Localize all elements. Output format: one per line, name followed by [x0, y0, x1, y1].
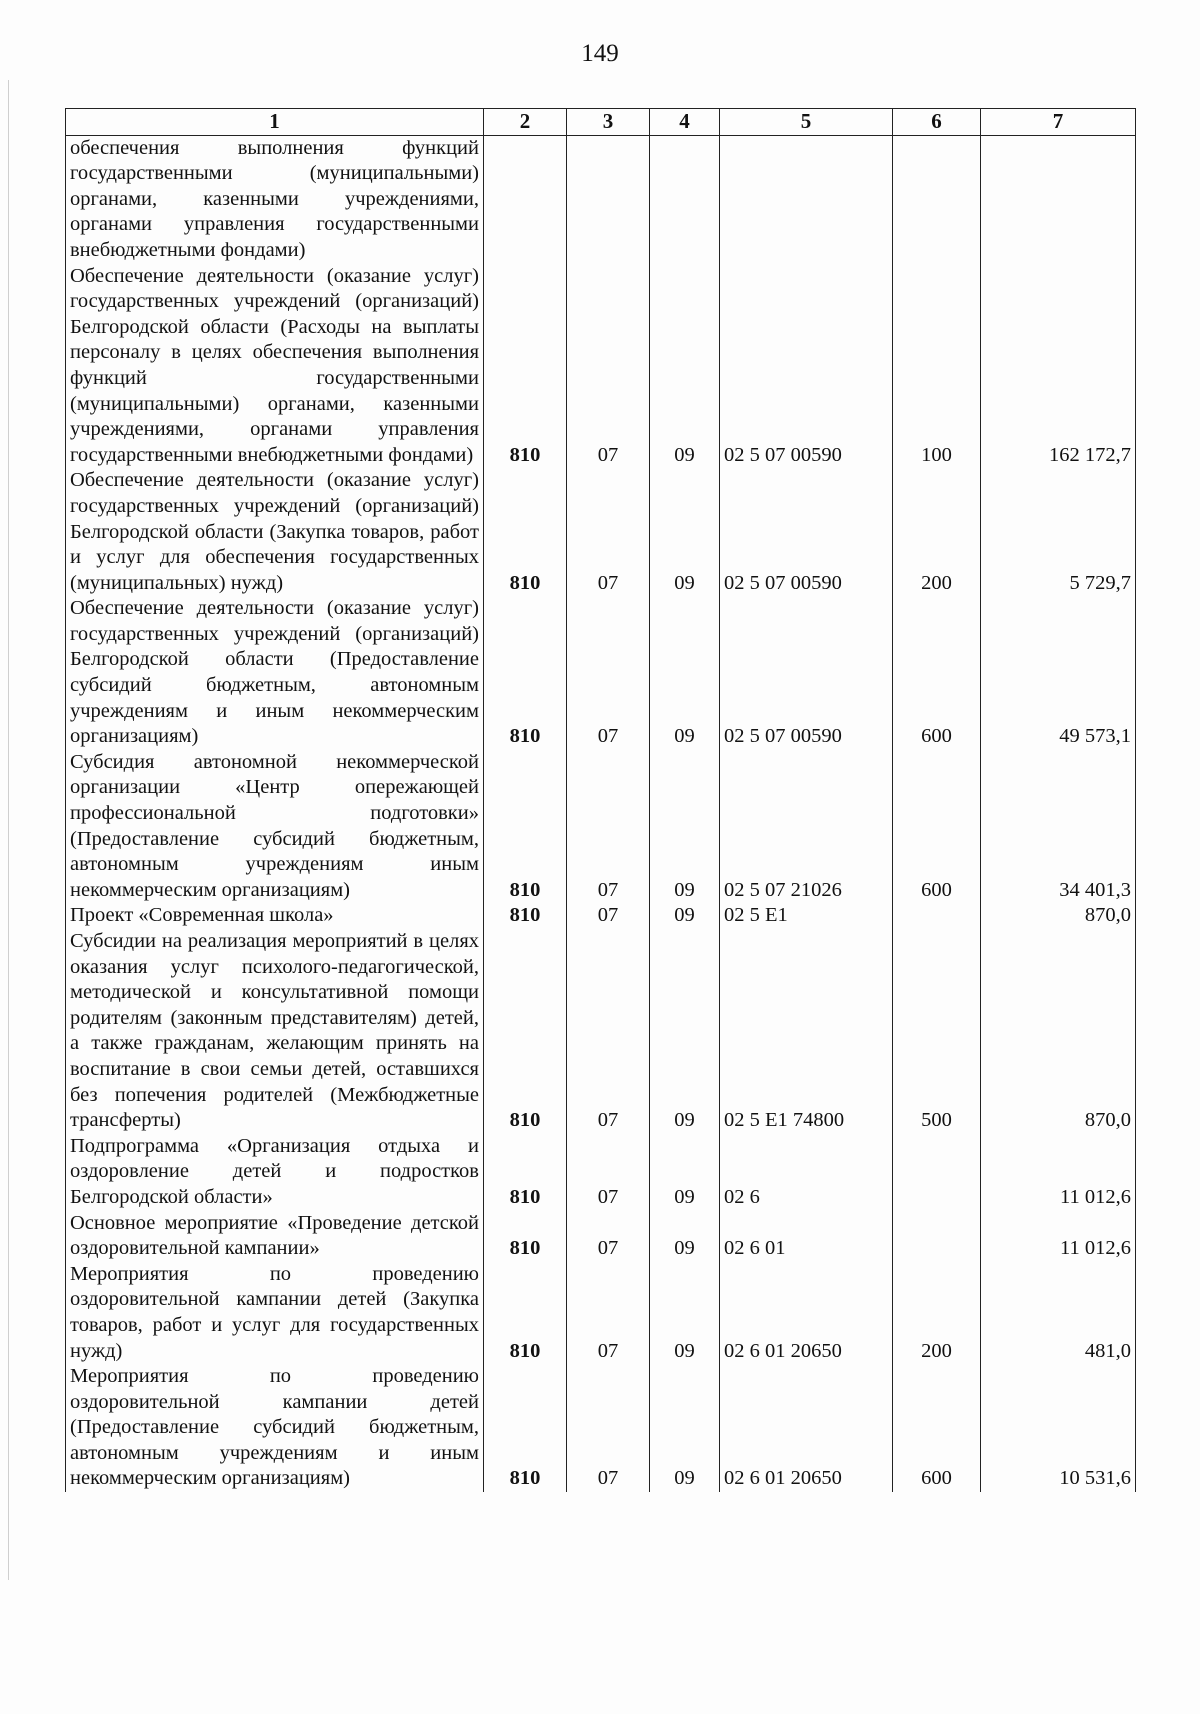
row-name-cell: Субсидии на реализация мероприятий в целях оказания услуг психолого-педагогической, методической и консультативной помощи родителям (законным представителям) детей, а также гражданам, желающим принять на воспитание в свои семьи детей, оставшихся без попечения родителей (Межбюджетные трансферты)	[66, 929, 484, 1134]
row-expense-type-cell	[893, 903, 981, 929]
row-section-cell: 07	[567, 1364, 650, 1492]
row-grbs-cell: 810	[484, 1262, 567, 1364]
column-header-7: 7	[981, 109, 1136, 136]
row-section-cell: 07	[567, 1134, 650, 1211]
table-row	[66, 903, 1136, 929]
row-grbs-cell: 810	[484, 468, 567, 596]
row-name-cell: Основное мероприятие «Проведение детской оздоровительной кампании»	[66, 1211, 484, 1262]
row-name-cell: Мероприятия по проведению оздоровительной кампании детей (Закупка товаров, работ и услуг для государственных нужд)	[66, 1262, 484, 1364]
row-amount-cell	[981, 135, 1136, 263]
row-grbs-cell: 810	[484, 929, 567, 1134]
row-amount-cell: 49 573,1	[981, 596, 1136, 750]
row-subsection-cell	[650, 135, 720, 263]
row-amount-cell: 870,0	[981, 903, 1136, 929]
row-subsection-cell: 09	[650, 903, 720, 929]
row-grbs-cell: 810	[484, 596, 567, 750]
row-grbs-cell: 810	[484, 264, 567, 469]
row-grbs-cell: 810	[484, 750, 567, 904]
row-amount-cell: 11 012,6	[981, 1211, 1136, 1262]
row-amount-cell: 5 729,7	[981, 468, 1136, 596]
row-subsection-cell: 09	[650, 596, 720, 750]
row-name-cell: обеспечения выполнения функций государственными (муниципальными) органами, казенными учреждениями, органами управления государственными внебюджетными фондами)	[66, 135, 484, 263]
row-section-cell: 07	[567, 264, 650, 469]
table-row	[66, 596, 1136, 750]
row-name-cell: Мероприятия по проведению оздоровительной кампании детей (Предоставление субсидий бюджетным, автономным учреждениям и иным некоммерческим организациям)	[66, 1364, 484, 1492]
table-header-row	[66, 109, 1136, 136]
row-expense-type-cell	[893, 1134, 981, 1211]
row-expense-type-cell	[893, 135, 981, 263]
row-target-article-cell: 02 5 07 00590	[720, 264, 893, 469]
scan-edge-line	[8, 80, 9, 1580]
row-target-article-cell: 02 6	[720, 1134, 893, 1211]
table-row	[66, 1262, 1136, 1364]
row-grbs-cell	[484, 135, 567, 263]
row-subsection-cell: 09	[650, 929, 720, 1134]
row-target-article-cell: 02 6 01 20650	[720, 1364, 893, 1492]
row-name-cell: Подпрограмма «Организация отдыха и оздоровление детей и подростков Белгородской области»	[66, 1134, 484, 1211]
table-row	[66, 750, 1136, 904]
row-section-cell: 07	[567, 903, 650, 929]
column-header-3: 3	[567, 109, 650, 136]
row-expense-type-cell: 600	[893, 596, 981, 750]
table-body	[66, 135, 1136, 1492]
row-grbs-cell: 810	[484, 1364, 567, 1492]
row-target-article-cell	[720, 135, 893, 263]
row-amount-cell: 10 531,6	[981, 1364, 1136, 1492]
row-amount-cell: 162 172,7	[981, 264, 1136, 469]
table-row	[66, 1211, 1136, 1262]
row-grbs-cell: 810	[484, 1211, 567, 1262]
row-subsection-cell: 09	[650, 468, 720, 596]
row-amount-cell: 11 012,6	[981, 1134, 1136, 1211]
table-row	[66, 1134, 1136, 1211]
row-amount-cell: 870,0	[981, 929, 1136, 1134]
page-number: 149	[581, 40, 619, 67]
table-row	[66, 468, 1136, 596]
row-section-cell: 07	[567, 750, 650, 904]
row-subsection-cell: 09	[650, 264, 720, 469]
row-target-article-cell: 02 5 E1 74800	[720, 929, 893, 1134]
row-subsection-cell: 09	[650, 1262, 720, 1364]
row-expense-type-cell: 100	[893, 264, 981, 469]
row-name-cell: Субсидия автономной некоммерческой организации «Центр опережающей профессиональной подготовки» (Предоставление субсидий бюджетным, автономным учреждениям иным некоммерческим организациям)	[66, 750, 484, 904]
row-section-cell: 07	[567, 1262, 650, 1364]
row-target-article-cell: 02 5 E1	[720, 903, 893, 929]
row-expense-type-cell: 500	[893, 929, 981, 1134]
row-section-cell: 07	[567, 596, 650, 750]
row-expense-type-cell: 200	[893, 468, 981, 596]
row-target-article-cell: 02 5 07 21026	[720, 750, 893, 904]
row-expense-type-cell: 600	[893, 1364, 981, 1492]
table-row	[66, 929, 1136, 1134]
row-section-cell: 07	[567, 929, 650, 1134]
row-amount-cell: 481,0	[981, 1262, 1136, 1364]
row-subsection-cell: 09	[650, 1134, 720, 1211]
row-section-cell: 07	[567, 1211, 650, 1262]
table-row	[66, 264, 1136, 469]
row-section-cell: 07	[567, 468, 650, 596]
column-header-2: 2	[484, 109, 567, 136]
column-header-5: 5	[720, 109, 893, 136]
row-expense-type-cell	[893, 1211, 981, 1262]
row-target-article-cell: 02 6 01 20650	[720, 1262, 893, 1364]
row-target-article-cell: 02 6 01	[720, 1211, 893, 1262]
row-name-cell: Обеспечение деятельности (оказание услуг) государственных учреждений (организаций) Белгородской области (Предоставление субсидий бюджетным, автономным учреждениям и иным некоммерческим организациям)	[66, 596, 484, 750]
row-section-cell	[567, 135, 650, 263]
row-name-cell: Проект «Современная школа»	[66, 903, 484, 929]
row-name-cell: Обеспечение деятельности (оказание услуг) государственных учреждений (организаций) Белгородской области (Закупка товаров, работ и услуг для обеспечения государственных (муниципальных) нужд)	[66, 468, 484, 596]
row-target-article-cell: 02 5 07 00590	[720, 468, 893, 596]
column-header-1: 1	[66, 109, 484, 136]
column-header-4: 4	[650, 109, 720, 136]
row-grbs-cell: 810	[484, 903, 567, 929]
row-subsection-cell: 09	[650, 1364, 720, 1492]
row-target-article-cell: 02 5 07 00590	[720, 596, 893, 750]
row-subsection-cell: 09	[650, 1211, 720, 1262]
table-row	[66, 135, 1136, 263]
row-expense-type-cell: 200	[893, 1262, 981, 1364]
row-grbs-cell: 810	[484, 1134, 567, 1211]
budget-table	[65, 108, 1136, 1492]
table-row	[66, 1364, 1136, 1492]
column-header-6: 6	[893, 109, 981, 136]
row-name-cell: Обеспечение деятельности (оказание услуг) государственных учреждений (организаций) Белгородской области (Расходы на выплаты персоналу в целях обеспечения выполнения функций государственными (муниципальными) органами, казенными учреждениями, органами управления государственными внебюджетными фондами)	[66, 264, 484, 469]
row-amount-cell: 34 401,3	[981, 750, 1136, 904]
row-subsection-cell: 09	[650, 750, 720, 904]
row-expense-type-cell: 600	[893, 750, 981, 904]
